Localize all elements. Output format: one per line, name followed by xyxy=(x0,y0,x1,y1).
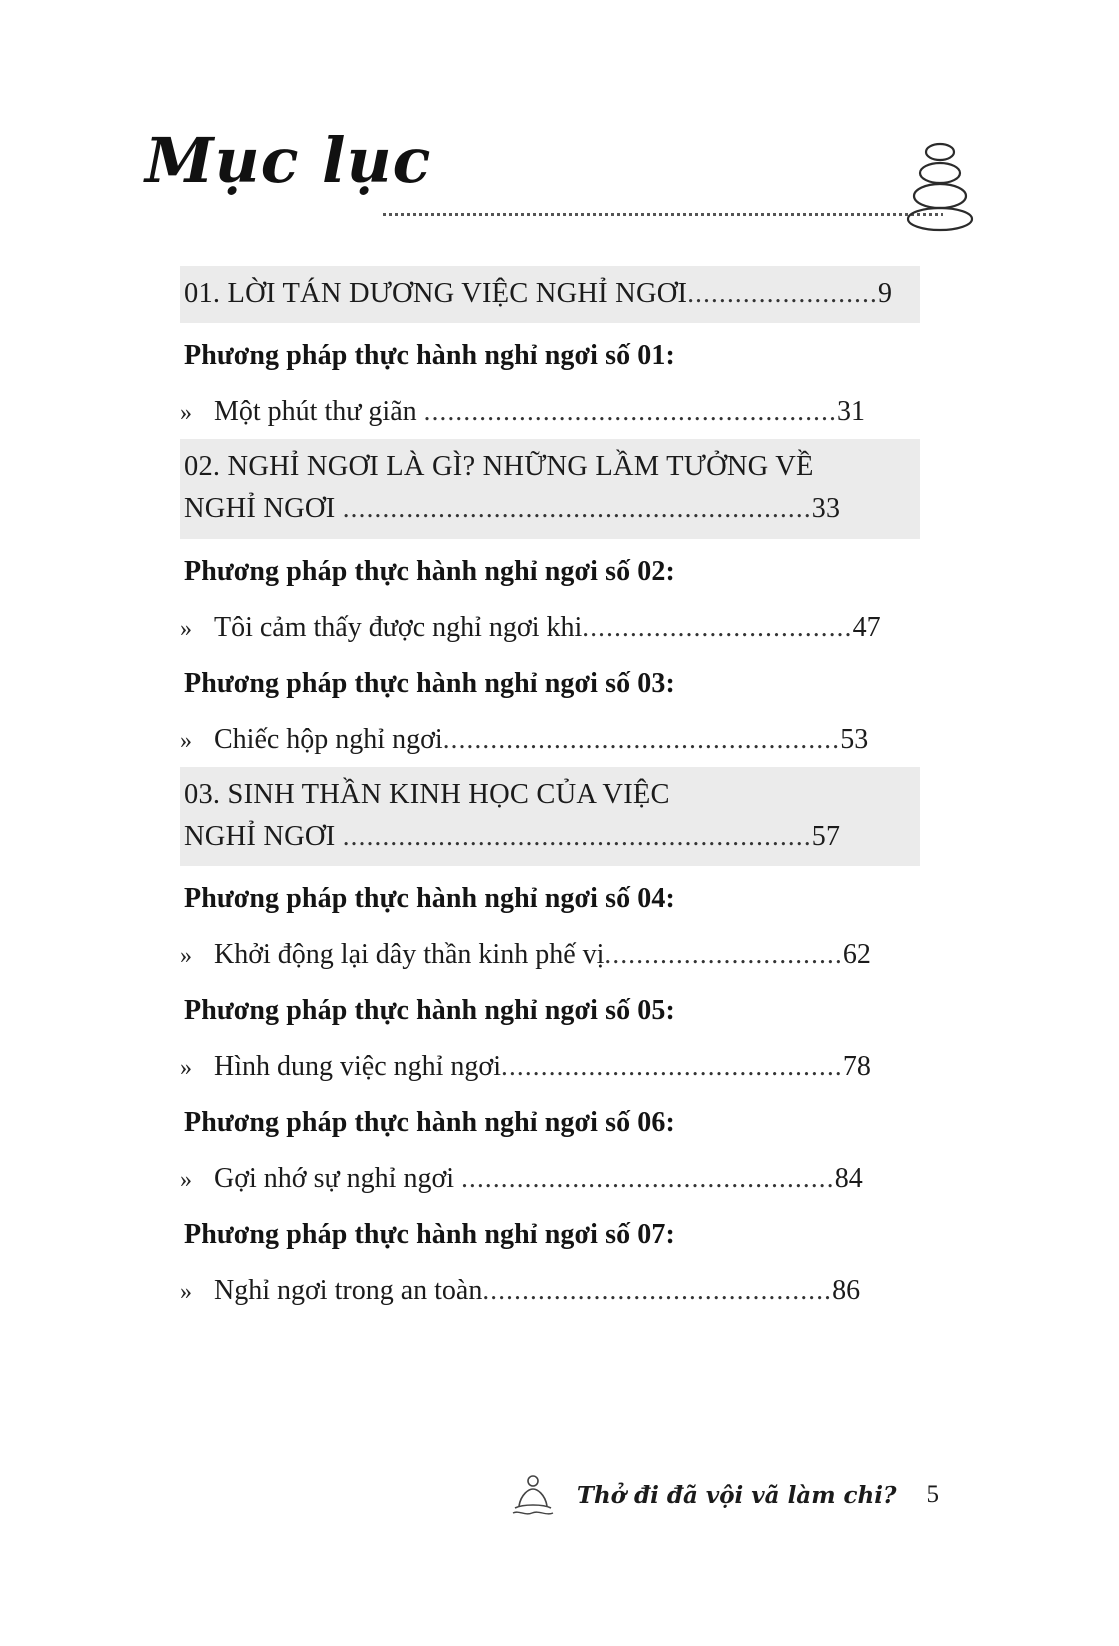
toc-entry-title: Hình dung việc nghỉ ngơi xyxy=(214,1050,501,1082)
dot-leader: ............................................... xyxy=(461,1162,835,1193)
dot-leader: .................................................. xyxy=(442,723,841,754)
dot-leader: ........................................... xyxy=(501,1050,843,1081)
toc-entry-title: Tôi cảm thấy được nghỉ ngơi khi xyxy=(214,611,583,643)
toc-page-number: 57 xyxy=(811,820,841,852)
toc-entry-title: Nghỉ ngơi trong an toàn xyxy=(214,1274,483,1306)
toc-method-heading xyxy=(180,870,920,927)
bullet-icon: » xyxy=(180,1278,192,1305)
toc-list xyxy=(180,266,920,1318)
toc-chapter-title-cont: NGHỈ NGƠI xyxy=(184,820,343,852)
toc-method-heading xyxy=(180,1094,920,1151)
toc-method-heading xyxy=(180,655,920,712)
toc-page-number: 53 xyxy=(840,723,869,755)
toc-chapter-title: 03. SINH THẦN KINH HỌC CỦA VIỆC xyxy=(184,778,670,810)
bullet-icon: » xyxy=(180,1054,192,1081)
toc-chapter-title-cont: NGHỈ NGƠI xyxy=(184,493,343,525)
toc-entry-row[interactable] xyxy=(180,1039,920,1094)
dot-leader: .................................................... xyxy=(423,396,838,427)
toc-method-label: Phương pháp thực hành nghỉ ngơi số 07: xyxy=(184,1218,675,1250)
toc-method-label: Phương pháp thực hành nghỉ ngơi số 04: xyxy=(184,882,675,914)
toc-entry-row[interactable] xyxy=(180,1263,920,1318)
toc-chapter-row[interactable] xyxy=(180,266,920,323)
footer-book-title: Thở đi đã vội vã làm chi? xyxy=(576,1481,897,1509)
toc-page-number: 9 xyxy=(878,278,893,309)
toc-entry-title: Chiếc hộp nghỉ ngơi xyxy=(214,723,443,755)
toc-entry-row[interactable] xyxy=(180,1151,920,1206)
dot-leader: ........................................................... xyxy=(342,493,812,524)
toc-chapter-title: 02. NGHỈ NGƠI LÀ GÌ? NHỮNG LẦM TƯỞNG VỀ xyxy=(184,451,814,483)
toc-page-number: 47 xyxy=(852,611,881,643)
toc-chapter-row[interactable] xyxy=(180,439,920,538)
dot-leader: .............................. xyxy=(604,938,843,969)
toc-entry-title: Khởi động lại dây thần kinh phế vị xyxy=(214,938,605,970)
toc-method-label: Phương pháp thực hành nghỉ ngơi số 05: xyxy=(184,994,675,1026)
bullet-icon: » xyxy=(180,1166,192,1193)
bullet-icon: » xyxy=(180,400,192,427)
bullet-icon: » xyxy=(180,727,192,754)
toc-header xyxy=(145,124,975,250)
meditating-person-icon xyxy=(505,1472,561,1518)
toc-entry-title: Một phút thư giãn xyxy=(214,396,424,428)
title-underline-divider xyxy=(383,213,943,216)
toc-method-heading xyxy=(180,543,920,600)
toc-method-label: Phương pháp thực hành nghỉ ngơi số 01: xyxy=(184,340,675,372)
bullet-icon: » xyxy=(180,615,192,642)
toc-page-number: 31 xyxy=(837,396,866,428)
stacked-stones-icon xyxy=(905,140,975,232)
bullet-icon: » xyxy=(180,942,192,969)
dot-leader: .................................. xyxy=(582,611,853,642)
page-footer xyxy=(0,1464,1119,1518)
toc-method-heading xyxy=(180,1206,920,1263)
toc-chapter-row[interactable] xyxy=(180,767,920,866)
toc-chapter-title: 01. LỜI TÁN DƯƠNG VIỆC NGHỈ NGƠI xyxy=(184,278,688,309)
toc-entry-title: Gợi nhớ sự nghỉ ngơi xyxy=(214,1162,462,1194)
dot-leader: ........................................................... xyxy=(342,820,812,851)
toc-method-label: Phương pháp thực hành nghỉ ngơi số 03: xyxy=(184,667,675,699)
dot-leader: ........................ xyxy=(687,278,879,308)
page-title: Mục lục xyxy=(145,124,432,197)
toc-method-label: Phương pháp thực hành nghỉ ngơi số 06: xyxy=(184,1106,675,1138)
toc-page-number: 33 xyxy=(811,493,841,525)
dot-leader: ............................................ xyxy=(482,1274,833,1305)
toc-page-number: 86 xyxy=(832,1274,861,1306)
footer-page-number: 5 xyxy=(926,1481,939,1508)
toc-method-label: Phương pháp thực hành nghỉ ngơi số 02: xyxy=(184,555,675,587)
toc-method-heading xyxy=(180,982,920,1039)
toc-entry-row[interactable] xyxy=(180,384,920,439)
toc-entry-row[interactable] xyxy=(180,712,920,767)
toc-entry-row[interactable] xyxy=(180,927,920,982)
toc-page-number: 78 xyxy=(842,1050,871,1082)
toc-page-number: 84 xyxy=(834,1162,863,1194)
toc-page-number: 62 xyxy=(842,938,871,970)
toc-entry-row[interactable] xyxy=(180,600,920,655)
toc-method-heading xyxy=(180,327,920,384)
